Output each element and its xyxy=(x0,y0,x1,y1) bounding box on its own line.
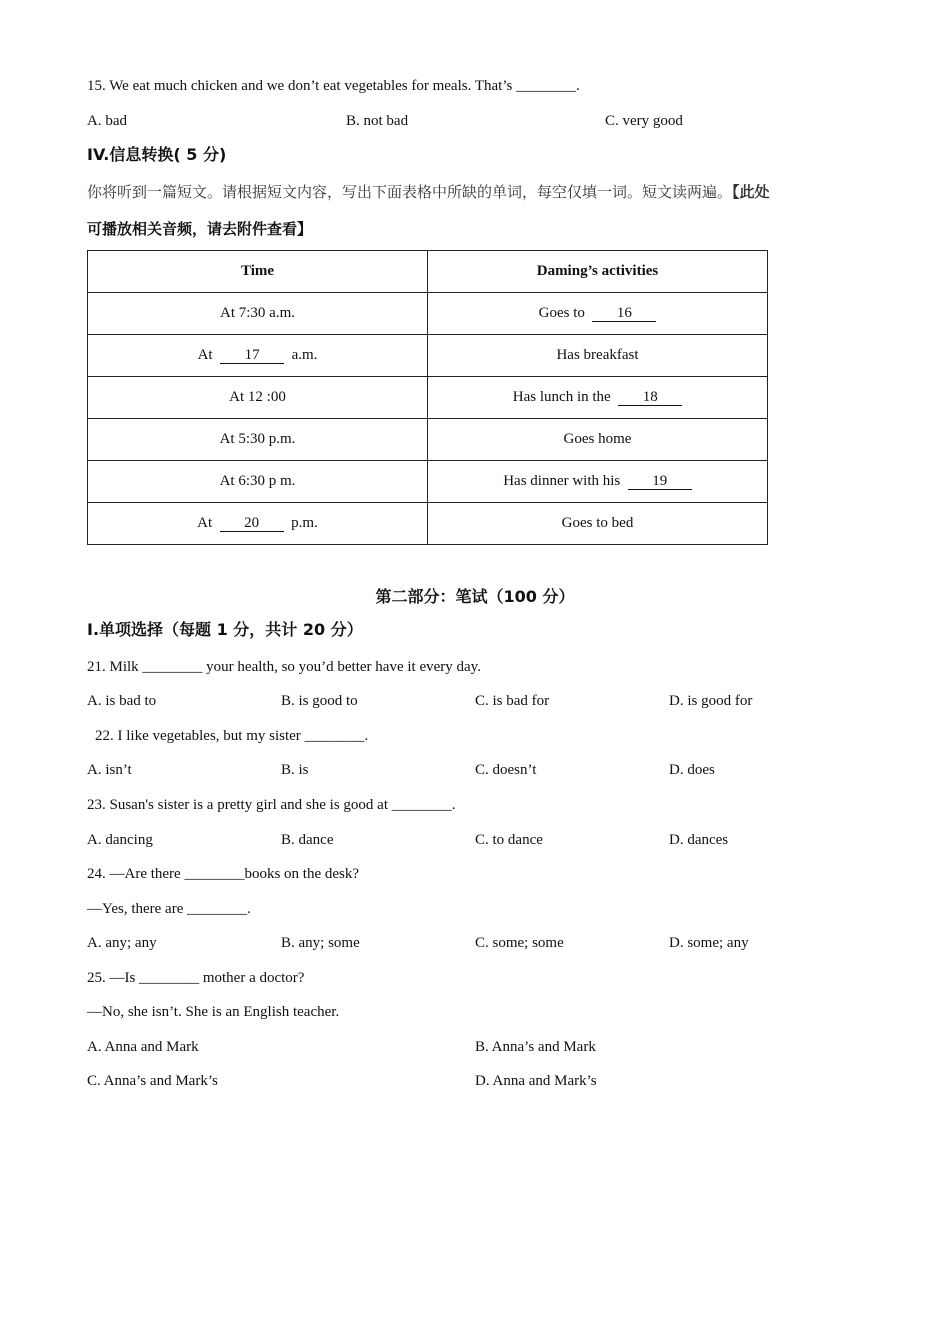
q23-stem: 23. Susan's sister is a pretty girl and she is good at ________. xyxy=(87,797,456,813)
section4-instructions-line1 xyxy=(87,182,770,202)
q25-stem: 25. —Is ________ mother a doctor? xyxy=(87,970,305,986)
q25-option-d: D. Anna and Mark’s xyxy=(475,1073,597,1089)
section4-audio-note: 可播放相关音频，请去附件查看】 xyxy=(87,220,313,238)
activity-text: Goes to xyxy=(538,305,585,321)
time-blank: 20 xyxy=(220,515,284,532)
section4-title: IV.信息转换( 5 分) xyxy=(87,145,227,164)
q22-option-c: C. doesn’t xyxy=(475,762,537,778)
section1-title: I.单项选择（每题 1 分，共计 20 分） xyxy=(87,620,363,639)
part2-title: 第二部分：笔试（100 分） xyxy=(375,587,575,606)
table-row xyxy=(88,461,768,503)
time-cell xyxy=(88,461,428,503)
q21-option-b: B. is good to xyxy=(281,693,358,709)
section4-audio-note-start: 【此处 xyxy=(732,183,770,201)
time-text: At 5:30 p.m. xyxy=(219,431,296,447)
table-body xyxy=(88,293,768,545)
activity-cell xyxy=(428,461,768,503)
time-suffix: p.m. xyxy=(291,515,318,531)
q24-option-d: D. some; any xyxy=(669,935,749,951)
table-row xyxy=(88,503,768,545)
q24-option-a: A. any; any xyxy=(87,935,157,951)
time-suffix: a.m. xyxy=(291,347,318,363)
activity-blank: 16 xyxy=(592,305,656,322)
activity-blank: 18 xyxy=(618,389,682,406)
time-cell xyxy=(88,335,428,377)
time-cell xyxy=(88,503,428,545)
activity-cell xyxy=(428,503,768,545)
q25-option-b: B. Anna’s and Mark xyxy=(475,1039,596,1055)
q21-option-c: C. is bad for xyxy=(475,693,550,709)
table-header-time: Time xyxy=(88,251,428,293)
q24-stem-2: —Yes, there are ________. xyxy=(87,901,251,917)
time-text: At 6:30 p m. xyxy=(219,473,296,489)
time-blank: 17 xyxy=(220,347,284,364)
q23-option-d: D. dances xyxy=(669,832,729,848)
time-text: At xyxy=(197,515,213,531)
q21-stem: 21. Milk ________ your health, so you’d better have it every day. xyxy=(87,659,481,675)
time-text: At 12 :00 xyxy=(229,389,286,405)
q24-option-c: C. some; some xyxy=(475,935,564,951)
activity-cell xyxy=(428,335,768,377)
q21-option-a: A. is bad to xyxy=(87,693,157,709)
activity-cell xyxy=(428,377,768,419)
q25-option-c: C. Anna’s and Mark’s xyxy=(87,1073,218,1089)
info-table xyxy=(87,250,768,545)
activity-cell xyxy=(428,293,768,335)
q23-option-a: A. dancing xyxy=(87,832,153,848)
section4-instructions-text: 你将听到一篇短文。请根据短文内容，写出下面表格中所缺的单词，每空仅填一词。短文读两遍。 xyxy=(87,183,733,201)
time-cell xyxy=(88,377,428,419)
table-row xyxy=(88,293,768,335)
activity-text: Has lunch in the xyxy=(512,389,611,405)
q15-stem: 15. We eat much chicken and we don’t eat vegetables for meals. That’s ________. xyxy=(87,78,580,94)
time-cell xyxy=(88,419,428,461)
q21-option-d: D. is good for xyxy=(669,693,753,709)
table-row xyxy=(88,419,768,461)
table-header-activities: Daming’s activities xyxy=(428,251,768,293)
q22-stem: 22. I like vegetables, but my sister ________. xyxy=(95,728,369,744)
table-row xyxy=(88,377,768,419)
time-cell xyxy=(88,293,428,335)
q22-option-b: B. is xyxy=(281,762,309,778)
q25-option-a: A. Anna and Mark xyxy=(87,1039,199,1055)
table-row xyxy=(88,335,768,377)
activity-text: Goes home xyxy=(563,431,632,447)
q22-option-d: D. does xyxy=(669,762,715,778)
q15-option-c: C. very good xyxy=(605,113,683,129)
activity-blank: 19 xyxy=(628,473,692,490)
q24-stem: 24. —Are there ________books on the desk? xyxy=(87,866,360,882)
time-text: At 7:30 a.m. xyxy=(220,305,295,321)
q25-stem-2: —No, she isn’t. She is an English teacher. xyxy=(87,1004,340,1020)
q23-option-b: B. dance xyxy=(281,832,334,848)
q23-option-c: C. to dance xyxy=(475,832,543,848)
activity-text: Has breakfast xyxy=(556,347,639,363)
q22-option-a: A. isn’t xyxy=(87,762,132,778)
activity-text: Goes to bed xyxy=(561,515,634,531)
q15-option-a: A. bad xyxy=(87,113,127,129)
activity-text: Has dinner with his xyxy=(503,473,621,489)
activity-cell xyxy=(428,419,768,461)
q15-option-b: B. not bad xyxy=(346,113,409,129)
time-text: At xyxy=(197,347,213,363)
q24-option-b: B. any; some xyxy=(281,935,360,951)
